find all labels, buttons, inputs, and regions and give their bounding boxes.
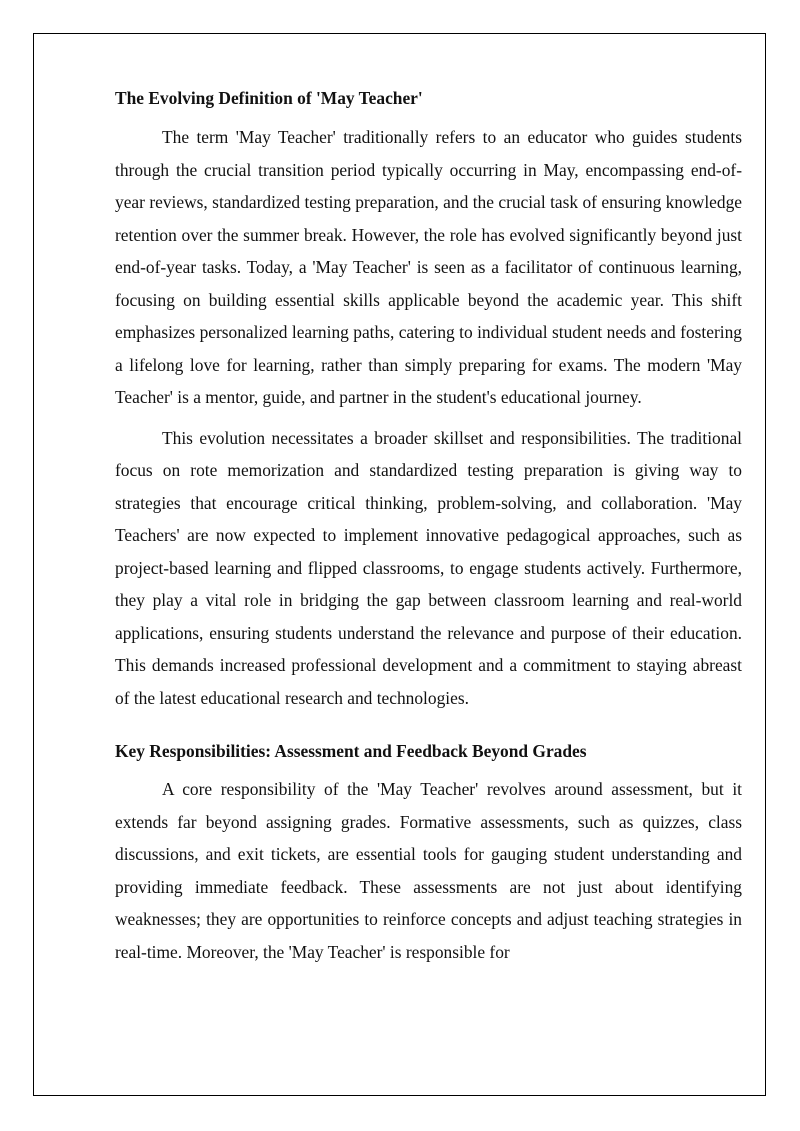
paragraph: The term 'May Teacher' traditionally refers to an educator who guides students through the crucial transition period typically occurring in May, encompassing end-of-year reviews, standardized testing preparation, and the crucial task of ensuring knowledge retention over the summer break. However, the role has evolved significantly beyond just end-of-year tasks. Today, a 'May Teacher' is seen as a facilitator of continuous learning, focusing on building essential skills applicable beyond the academic year. This shift emphasizes personalized learning paths, catering to individual student needs and fostering a lifelong love for learning, rather than simply preparing for exams. The modern 'May Teacher' is a mentor, guide, and partner in the student's educational journey. xyxy=(115,127,742,407)
section-heading: The Evolving Definition of 'May Teacher' xyxy=(115,88,423,108)
document-body xyxy=(115,83,742,968)
section-heading: Key Responsibilities: Assessment and Feedback Beyond Grades xyxy=(115,741,587,761)
paragraph: This evolution necessitates a broader skillset and responsibilities. The traditional focus on rote memorization and standardized testing preparation is giving way to strategies that encourage critical thinking, problem-solving, and collaboration. 'May Teachers' are now expected to implement innovative pedagogical approaches, such as project-based learning and flipped classrooms, to engage students actively. Furthermore, they play a vital role in bridging the gap between classroom learning and real-world applications, ensuring students understand the relevance and purpose of their education. This demands increased professional development and a commitment to staying abreast of the latest educational research and technologies. xyxy=(115,427,742,708)
paragraph: A core responsibility of the 'May Teacher' revolves around assessment, but it extends far beyond assigning grades. Formative assessments, such as quizzes, class discussions, and exit tickets, are essential tools for gauging student understanding and providing immediate feedback. These assessments are not just about identifying weaknesses; they are opportunities to reinforce concepts and adjust teaching strategies in real-time. Moreover, the 'May Teacher' is responsible for xyxy=(115,779,742,962)
